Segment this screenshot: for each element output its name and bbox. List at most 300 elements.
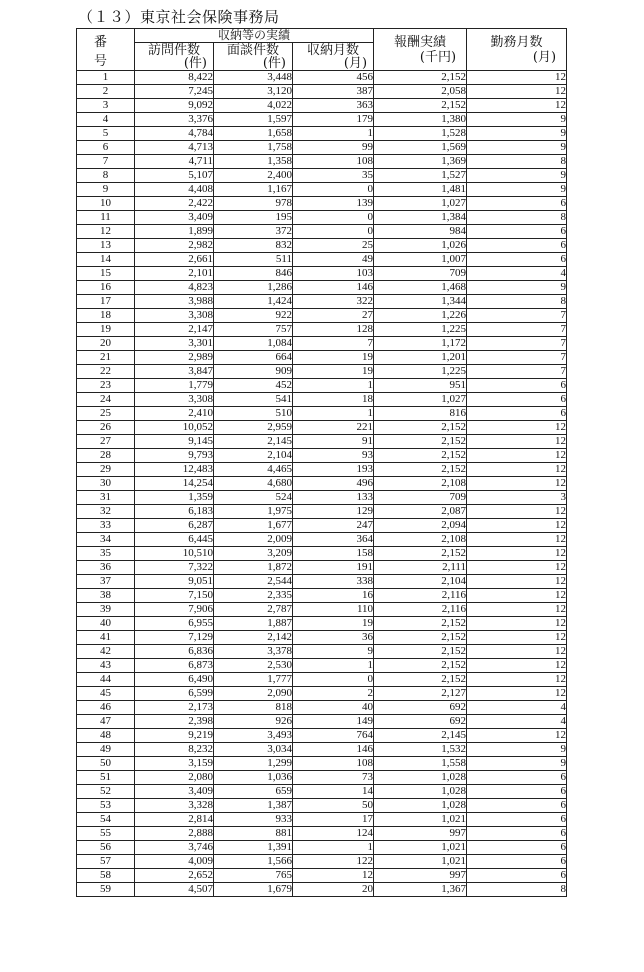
work-months-cell: 12 <box>467 603 567 617</box>
header-salary-unit: (千円) <box>419 49 457 65</box>
table-row <box>77 169 567 183</box>
header-collection-months-unit: (月) <box>343 55 368 71</box>
interviews-cell: 3,378 <box>214 645 293 659</box>
salary-cell: 1,027 <box>374 393 467 407</box>
row-number: 4 <box>77 113 135 127</box>
salary-cell: 1,527 <box>374 169 467 183</box>
work-months-cell: 8 <box>467 295 567 309</box>
table-row <box>77 393 567 407</box>
work-months-cell: 12 <box>467 449 567 463</box>
visits-cell: 4,823 <box>135 281 214 295</box>
work-months-cell: 12 <box>467 519 567 533</box>
salary-cell: 2,152 <box>374 449 467 463</box>
interviews-cell: 2,104 <box>214 449 293 463</box>
header-number: 番 号 <box>77 29 135 71</box>
work-months-cell: 12 <box>467 575 567 589</box>
work-months-cell: 9 <box>467 141 567 155</box>
work-months-cell: 12 <box>467 617 567 631</box>
header-collection-group: 収納等の実績 <box>135 29 374 43</box>
salary-cell: 984 <box>374 225 467 239</box>
row-number: 40 <box>77 617 135 631</box>
salary-cell: 1,225 <box>374 365 467 379</box>
interviews-cell: 933 <box>214 813 293 827</box>
table-row <box>77 729 567 743</box>
table-row <box>77 183 567 197</box>
collection-months-cell: 139 <box>293 197 374 211</box>
interviews-cell: 4,022 <box>214 99 293 113</box>
visits-cell: 5,107 <box>135 169 214 183</box>
visits-cell: 2,989 <box>135 351 214 365</box>
visits-cell: 3,301 <box>135 337 214 351</box>
visits-cell: 2,888 <box>135 827 214 841</box>
salary-cell: 1,380 <box>374 113 467 127</box>
work-months-cell: 12 <box>467 435 567 449</box>
salary-cell: 1,201 <box>374 351 467 365</box>
visits-cell: 6,445 <box>135 533 214 547</box>
interviews-cell: 978 <box>214 197 293 211</box>
visits-cell: 6,287 <box>135 519 214 533</box>
row-number: 25 <box>77 407 135 421</box>
row-number: 57 <box>77 855 135 869</box>
row-number: 49 <box>77 743 135 757</box>
header-visits-unit: (件) <box>183 55 207 71</box>
table-row <box>77 253 567 267</box>
collection-months-cell: 764 <box>293 729 374 743</box>
header-work-months <box>467 29 567 71</box>
salary-cell: 2,152 <box>374 659 467 673</box>
table-row <box>77 463 567 477</box>
visits-cell: 2,080 <box>135 771 214 785</box>
table-row <box>77 785 567 799</box>
work-months-cell: 6 <box>467 197 567 211</box>
visits-cell: 1,359 <box>135 491 214 505</box>
work-months-cell: 12 <box>467 631 567 645</box>
collection-months-cell: 108 <box>293 155 374 169</box>
row-number: 14 <box>77 253 135 267</box>
row-number: 2 <box>77 85 135 99</box>
visits-cell: 6,599 <box>135 687 214 701</box>
table-row <box>77 883 567 897</box>
visits-cell: 8,422 <box>135 71 214 85</box>
collection-months-cell: 146 <box>293 281 374 295</box>
interviews-cell: 2,530 <box>214 659 293 673</box>
row-number: 1 <box>77 71 135 85</box>
collection-months-cell: 158 <box>293 547 374 561</box>
visits-cell: 2,173 <box>135 701 214 715</box>
row-number: 35 <box>77 547 135 561</box>
visits-cell: 3,308 <box>135 393 214 407</box>
collection-months-cell: 122 <box>293 855 374 869</box>
work-months-cell: 12 <box>467 729 567 743</box>
row-number: 58 <box>77 869 135 883</box>
work-months-cell: 12 <box>467 645 567 659</box>
collection-months-cell: 179 <box>293 113 374 127</box>
interviews-cell: 818 <box>214 701 293 715</box>
work-months-cell: 9 <box>467 757 567 771</box>
row-number: 3 <box>77 99 135 113</box>
row-number: 31 <box>77 491 135 505</box>
work-months-cell: 9 <box>467 169 567 183</box>
salary-cell: 2,108 <box>374 477 467 491</box>
salary-cell: 692 <box>374 701 467 715</box>
table-row <box>77 869 567 883</box>
collection-months-cell: 36 <box>293 631 374 645</box>
work-months-cell: 6 <box>467 785 567 799</box>
row-number: 55 <box>77 827 135 841</box>
interviews-cell: 3,120 <box>214 85 293 99</box>
salary-cell: 1,028 <box>374 771 467 785</box>
table-row <box>77 701 567 715</box>
salary-cell: 1,225 <box>374 323 467 337</box>
interviews-cell: 1,358 <box>214 155 293 169</box>
salary-cell: 2,104 <box>374 575 467 589</box>
salary-cell: 1,027 <box>374 197 467 211</box>
work-months-cell: 12 <box>467 85 567 99</box>
work-months-cell: 12 <box>467 463 567 477</box>
salary-cell: 997 <box>374 827 467 841</box>
work-months-cell: 6 <box>467 799 567 813</box>
salary-cell: 2,152 <box>374 673 467 687</box>
table-row <box>77 421 567 435</box>
work-months-cell: 12 <box>467 477 567 491</box>
collection-months-cell: 191 <box>293 561 374 575</box>
work-months-cell: 12 <box>467 659 567 673</box>
visits-cell: 8,232 <box>135 743 214 757</box>
salary-cell: 2,152 <box>374 463 467 477</box>
row-number: 20 <box>77 337 135 351</box>
collection-months-cell: 7 <box>293 337 374 351</box>
visits-cell: 6,490 <box>135 673 214 687</box>
collection-months-cell: 14 <box>293 785 374 799</box>
salary-cell: 2,111 <box>374 561 467 575</box>
table-row <box>77 239 567 253</box>
visits-cell: 3,308 <box>135 309 214 323</box>
work-months-cell: 12 <box>467 533 567 547</box>
collection-months-cell: 496 <box>293 477 374 491</box>
interviews-cell: 4,680 <box>214 477 293 491</box>
salary-cell: 1,367 <box>374 883 467 897</box>
collection-months-cell: 0 <box>293 183 374 197</box>
row-number: 18 <box>77 309 135 323</box>
salary-cell: 1,028 <box>374 785 467 799</box>
interviews-cell: 926 <box>214 715 293 729</box>
interviews-cell: 2,090 <box>214 687 293 701</box>
row-number: 53 <box>77 799 135 813</box>
collection-months-cell: 1 <box>293 127 374 141</box>
work-months-cell: 9 <box>467 127 567 141</box>
salary-cell: 2,152 <box>374 645 467 659</box>
work-months-cell: 4 <box>467 267 567 281</box>
work-months-cell: 12 <box>467 687 567 701</box>
table-row <box>77 141 567 155</box>
salary-cell: 709 <box>374 491 467 505</box>
interviews-cell: 372 <box>214 225 293 239</box>
table-row <box>77 365 567 379</box>
work-months-cell: 8 <box>467 155 567 169</box>
row-number: 21 <box>77 351 135 365</box>
work-months-cell: 6 <box>467 239 567 253</box>
visits-cell: 2,101 <box>135 267 214 281</box>
work-months-cell: 4 <box>467 701 567 715</box>
work-months-cell: 12 <box>467 561 567 575</box>
collection-months-cell: 363 <box>293 99 374 113</box>
table-row <box>77 645 567 659</box>
collection-months-cell: 456 <box>293 71 374 85</box>
table-row <box>77 197 567 211</box>
collection-months-cell: 387 <box>293 85 374 99</box>
row-number: 30 <box>77 477 135 491</box>
row-number: 56 <box>77 841 135 855</box>
work-months-cell: 6 <box>467 841 567 855</box>
row-number: 36 <box>77 561 135 575</box>
collection-months-cell: 99 <box>293 141 374 155</box>
interviews-cell: 1,084 <box>214 337 293 351</box>
table-row <box>77 519 567 533</box>
visits-cell: 4,711 <box>135 155 214 169</box>
salary-cell: 1,528 <box>374 127 467 141</box>
table-row <box>77 547 567 561</box>
header-interviews <box>214 43 293 71</box>
interviews-cell: 659 <box>214 785 293 799</box>
work-months-cell: 9 <box>467 183 567 197</box>
header-collection-months <box>293 43 374 71</box>
visits-cell: 6,873 <box>135 659 214 673</box>
row-number: 7 <box>77 155 135 169</box>
salary-cell: 2,152 <box>374 435 467 449</box>
row-number: 27 <box>77 435 135 449</box>
work-months-cell: 9 <box>467 113 567 127</box>
work-months-cell: 6 <box>467 827 567 841</box>
visits-cell: 4,784 <box>135 127 214 141</box>
row-number: 50 <box>77 757 135 771</box>
salary-cell: 1,384 <box>374 211 467 225</box>
table-body <box>77 71 567 897</box>
work-months-cell: 12 <box>467 421 567 435</box>
table-header <box>77 29 567 71</box>
visits-cell: 10,052 <box>135 421 214 435</box>
interviews-cell: 664 <box>214 351 293 365</box>
visits-cell: 3,847 <box>135 365 214 379</box>
table-row <box>77 589 567 603</box>
interviews-cell: 3,209 <box>214 547 293 561</box>
interviews-cell: 881 <box>214 827 293 841</box>
row-number: 6 <box>77 141 135 155</box>
interviews-cell: 1,036 <box>214 771 293 785</box>
interviews-cell: 3,034 <box>214 743 293 757</box>
collection-months-cell: 128 <box>293 323 374 337</box>
collection-months-cell: 1 <box>293 407 374 421</box>
visits-cell: 4,507 <box>135 883 214 897</box>
row-number: 28 <box>77 449 135 463</box>
interviews-cell: 1,677 <box>214 519 293 533</box>
collection-months-cell: 19 <box>293 351 374 365</box>
work-months-cell: 4 <box>467 715 567 729</box>
header-interviews-unit: (件) <box>262 55 286 71</box>
collection-months-cell: 27 <box>293 309 374 323</box>
collection-months-cell: 193 <box>293 463 374 477</box>
visits-cell: 2,422 <box>135 197 214 211</box>
collection-months-cell: 322 <box>293 295 374 309</box>
table-row <box>77 659 567 673</box>
row-number: 59 <box>77 883 135 897</box>
header-work-months-unit: (月) <box>532 49 557 65</box>
visits-cell: 2,398 <box>135 715 214 729</box>
collection-months-cell: 110 <box>293 603 374 617</box>
table-row <box>77 323 567 337</box>
visits-cell: 3,409 <box>135 211 214 225</box>
header-collection-months-label: 収納月数 <box>307 42 360 58</box>
visits-cell: 6,183 <box>135 505 214 519</box>
visits-cell: 3,328 <box>135 799 214 813</box>
row-number: 17 <box>77 295 135 309</box>
row-number: 29 <box>77 463 135 477</box>
collection-months-cell: 1 <box>293 841 374 855</box>
visits-cell: 6,955 <box>135 617 214 631</box>
collection-months-cell: 1 <box>293 379 374 393</box>
work-months-cell: 12 <box>467 99 567 113</box>
row-number: 45 <box>77 687 135 701</box>
table-row <box>77 575 567 589</box>
row-number: 5 <box>77 127 135 141</box>
work-months-cell: 6 <box>467 855 567 869</box>
work-months-cell: 12 <box>467 589 567 603</box>
row-number: 24 <box>77 393 135 407</box>
interviews-cell: 2,400 <box>214 169 293 183</box>
salary-cell: 1,226 <box>374 309 467 323</box>
salary-cell: 816 <box>374 407 467 421</box>
work-months-cell: 8 <box>467 211 567 225</box>
salary-cell: 2,087 <box>374 505 467 519</box>
salary-cell: 2,116 <box>374 603 467 617</box>
interviews-cell: 1,424 <box>214 295 293 309</box>
work-months-cell: 6 <box>467 253 567 267</box>
table-row <box>77 435 567 449</box>
table-row <box>77 449 567 463</box>
work-months-cell: 9 <box>467 281 567 295</box>
collection-months-cell: 16 <box>293 589 374 603</box>
work-months-cell: 6 <box>467 771 567 785</box>
work-months-cell: 6 <box>467 393 567 407</box>
interviews-cell: 2,544 <box>214 575 293 589</box>
interviews-cell: 511 <box>214 253 293 267</box>
visits-cell: 1,899 <box>135 225 214 239</box>
salary-cell: 1,028 <box>374 799 467 813</box>
table-row <box>77 715 567 729</box>
collection-months-cell: 12 <box>293 869 374 883</box>
salary-cell: 1,558 <box>374 757 467 771</box>
interviews-cell: 1,286 <box>214 281 293 295</box>
table-row <box>77 603 567 617</box>
visits-cell: 9,219 <box>135 729 214 743</box>
table-row <box>77 855 567 869</box>
table-row <box>77 827 567 841</box>
interviews-cell: 541 <box>214 393 293 407</box>
table-row <box>77 771 567 785</box>
collection-months-cell: 49 <box>293 253 374 267</box>
salary-cell: 1,481 <box>374 183 467 197</box>
table-row <box>77 813 567 827</box>
salary-cell: 1,021 <box>374 855 467 869</box>
interviews-cell: 1,679 <box>214 883 293 897</box>
salary-cell: 1,021 <box>374 813 467 827</box>
visits-cell: 1,779 <box>135 379 214 393</box>
visits-cell: 3,988 <box>135 295 214 309</box>
visits-cell: 12,483 <box>135 463 214 477</box>
table-row <box>77 407 567 421</box>
salary-cell: 1,468 <box>374 281 467 295</box>
row-number: 38 <box>77 589 135 603</box>
table-row <box>77 561 567 575</box>
interviews-cell: 1,872 <box>214 561 293 575</box>
salary-cell: 1,369 <box>374 155 467 169</box>
row-number: 23 <box>77 379 135 393</box>
table-row <box>77 127 567 141</box>
collection-months-cell: 103 <box>293 267 374 281</box>
work-months-cell: 7 <box>467 309 567 323</box>
interviews-cell: 757 <box>214 323 293 337</box>
work-months-cell: 12 <box>467 505 567 519</box>
interviews-cell: 2,787 <box>214 603 293 617</box>
interviews-cell: 452 <box>214 379 293 393</box>
table-row <box>77 757 567 771</box>
salary-cell: 2,145 <box>374 729 467 743</box>
interviews-cell: 1,391 <box>214 841 293 855</box>
work-months-cell: 7 <box>467 351 567 365</box>
collection-months-cell: 108 <box>293 757 374 771</box>
visits-cell: 9,793 <box>135 449 214 463</box>
header-interviews-label: 面談件数 <box>226 42 279 58</box>
table-row <box>77 225 567 239</box>
visits-cell: 14,254 <box>135 477 214 491</box>
salary-cell: 2,108 <box>374 533 467 547</box>
work-months-cell: 3 <box>467 491 567 505</box>
visits-cell: 9,092 <box>135 99 214 113</box>
visits-cell: 3,159 <box>135 757 214 771</box>
row-number: 12 <box>77 225 135 239</box>
salary-cell: 2,127 <box>374 687 467 701</box>
visits-cell: 6,836 <box>135 645 214 659</box>
collection-months-cell: 9 <box>293 645 374 659</box>
collection-months-cell: 1 <box>293 659 374 673</box>
table-row <box>77 687 567 701</box>
visits-cell: 7,129 <box>135 631 214 645</box>
interviews-cell: 195 <box>214 211 293 225</box>
work-months-cell: 12 <box>467 673 567 687</box>
collection-months-cell: 221 <box>293 421 374 435</box>
salary-cell: 1,172 <box>374 337 467 351</box>
collection-months-cell: 338 <box>293 575 374 589</box>
collection-months-cell: 0 <box>293 225 374 239</box>
visits-cell: 3,376 <box>135 113 214 127</box>
collection-months-cell: 124 <box>293 827 374 841</box>
table-row <box>77 211 567 225</box>
interviews-cell: 1,975 <box>214 505 293 519</box>
interviews-cell: 524 <box>214 491 293 505</box>
visits-cell: 7,906 <box>135 603 214 617</box>
visits-cell: 2,661 <box>135 253 214 267</box>
interviews-cell: 909 <box>214 365 293 379</box>
table-row <box>77 267 567 281</box>
row-number: 26 <box>77 421 135 435</box>
salary-cell: 1,026 <box>374 239 467 253</box>
visits-cell: 4,408 <box>135 183 214 197</box>
collection-months-cell: 17 <box>293 813 374 827</box>
visits-cell: 3,746 <box>135 841 214 855</box>
visits-cell: 2,814 <box>135 813 214 827</box>
row-number: 9 <box>77 183 135 197</box>
work-months-cell: 7 <box>467 337 567 351</box>
row-number: 19 <box>77 323 135 337</box>
